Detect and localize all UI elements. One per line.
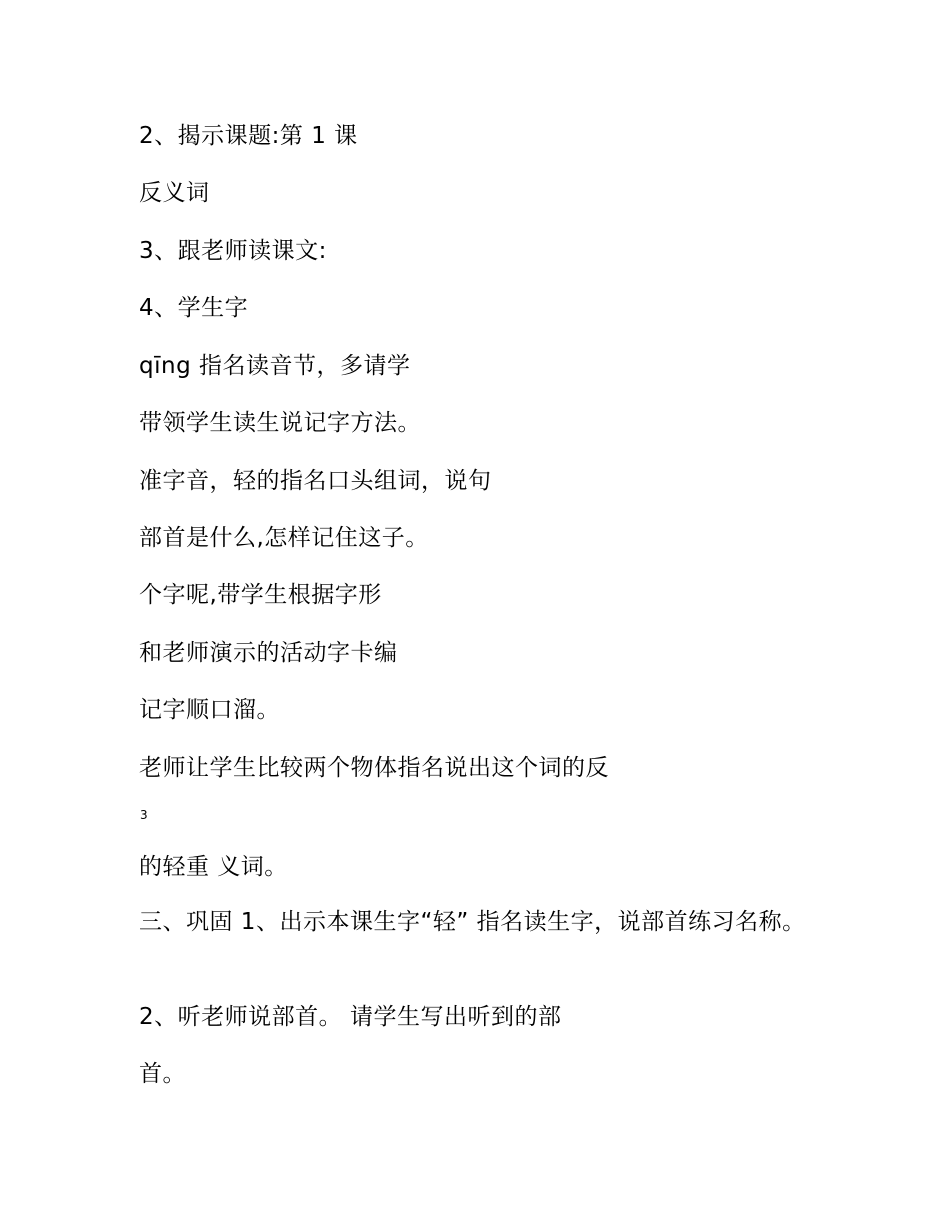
text-line: 3、跟老师读课文:	[139, 238, 327, 264]
text-line: qīng 指名读音节，多请学	[139, 353, 411, 379]
text-line: 部首是什么,怎样记住这子。	[139, 525, 429, 551]
text-paragraph: 三、巩固 1、出示本课生字“轻” 指名读生字，说部首练习名称。	[139, 909, 806, 935]
page-marker: 3	[140, 808, 148, 822]
text-line: 准字音，轻的指名口头组词，说句	[139, 468, 492, 494]
text-line: 2、听老师说部首。 请学生写出听到的部	[139, 1004, 562, 1030]
text-line: 带领学生读生说记字方法。	[139, 410, 421, 436]
text-line: 2、揭示课题:第 1 课	[139, 123, 358, 149]
text-line: 4、学生字	[139, 295, 249, 321]
text-line: 反义词	[139, 180, 210, 206]
text-line: 首。	[139, 1061, 186, 1087]
text-line: 个字呢,带学生根据字形	[139, 582, 382, 608]
text-line: 记字顺口溜。	[139, 697, 280, 723]
text-line: 老师让学生比较两个物体指名说出这个词的反	[139, 755, 609, 781]
text-line: 和老师演示的活动字卡编	[139, 640, 398, 666]
text-line: 的轻重 义词。	[139, 854, 288, 880]
